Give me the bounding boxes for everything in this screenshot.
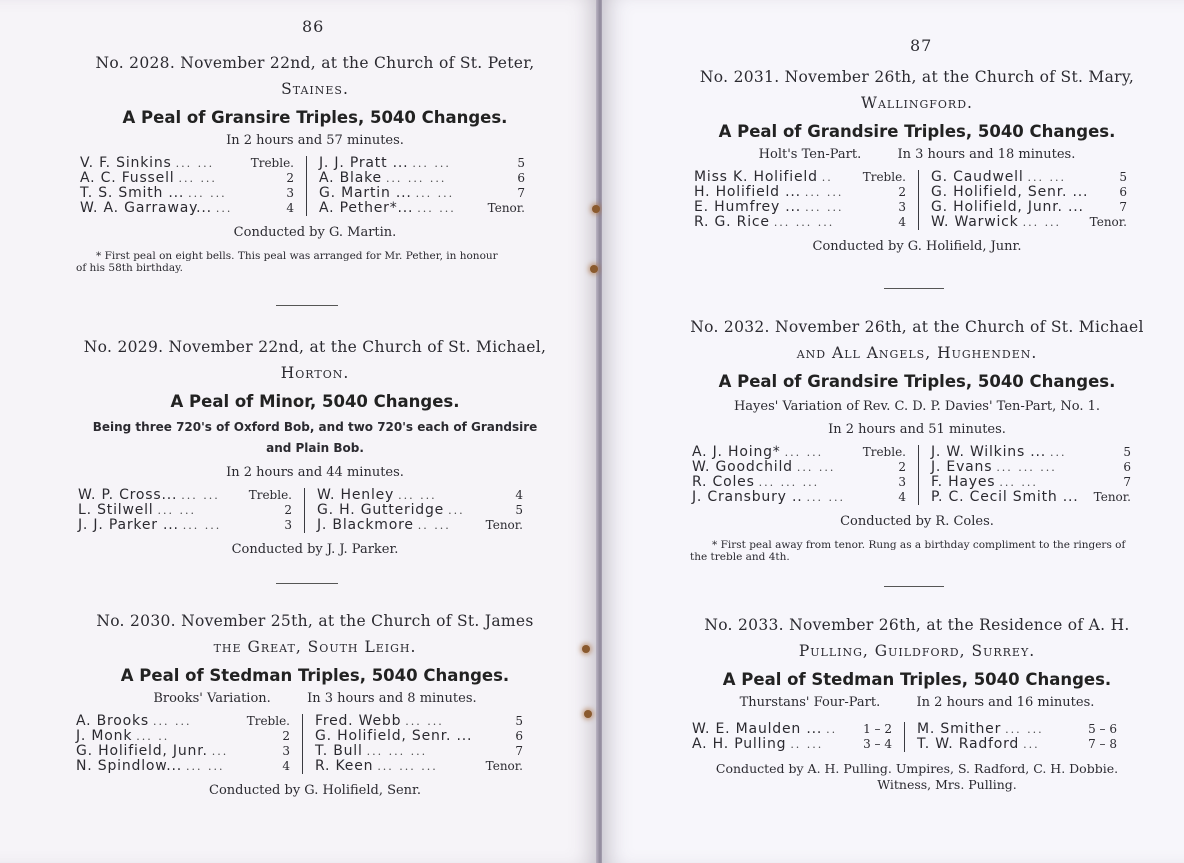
ringers-column-left bbox=[692, 445, 918, 505]
section-divider bbox=[276, 305, 338, 306]
peal-heading bbox=[672, 612, 1162, 664]
peal-duration: In 2 hours and 57 minutes. bbox=[226, 133, 404, 148]
peal-info bbox=[672, 147, 1162, 162]
footnote-line: the treble and 4th. bbox=[690, 551, 790, 563]
peal-title: A Peal of Minor, 5040 Changes. bbox=[170, 392, 460, 411]
leader-dots: ... ... bbox=[175, 157, 215, 170]
conductor-line: Conducted by G. Martin. bbox=[233, 225, 397, 240]
bell-number: Tenor. bbox=[1089, 215, 1127, 229]
bell-number: Tenor. bbox=[485, 518, 523, 532]
ringers-column-left bbox=[78, 488, 304, 533]
peal-heading bbox=[70, 608, 560, 660]
ringer-row bbox=[931, 170, 1127, 185]
peal-duration: In 2 hours and 44 minutes. bbox=[226, 465, 404, 480]
leader-dots: ... ... bbox=[805, 201, 844, 214]
heading-line: Wallingford. bbox=[861, 94, 973, 112]
leader-dots bbox=[1088, 185, 1097, 200]
bell-number: 6 bbox=[517, 171, 525, 185]
ringer-row bbox=[692, 475, 906, 490]
ringer-name: G. Martin ... bbox=[319, 185, 412, 201]
ringers-table bbox=[694, 170, 1162, 230]
peal-title: A Peal of Stedman Triples, 5040 Changes. bbox=[120, 666, 510, 685]
bell-number: 5 bbox=[515, 503, 523, 517]
ringer-row bbox=[319, 186, 525, 201]
heading-line: and All Angels, Hughenden. bbox=[796, 344, 1038, 362]
ringers-table bbox=[78, 488, 560, 533]
bell-number: Tenor. bbox=[485, 759, 523, 773]
section-divider bbox=[884, 586, 944, 587]
ringer-name: A. J. Hoing* bbox=[692, 444, 781, 460]
ringer-row bbox=[80, 156, 294, 171]
bell-number: Treble. bbox=[250, 156, 294, 170]
ringer-name: J. J. Parker ... bbox=[78, 517, 179, 533]
ringer-name: A. Blake bbox=[319, 170, 382, 186]
ringer-row bbox=[315, 759, 523, 774]
ringers-table bbox=[80, 156, 560, 216]
ringer-row bbox=[692, 460, 906, 475]
leader-dots: ... ... bbox=[188, 187, 227, 200]
ringer-name: A. Pether*... bbox=[319, 200, 414, 216]
ringer-row bbox=[931, 490, 1131, 505]
heading-line: No. 2029. November 22nd, at the Church of St. Michael, bbox=[83, 338, 547, 356]
bell-number: 5 bbox=[1123, 445, 1131, 459]
ringer-name: W. A. Garraway... bbox=[80, 200, 212, 216]
ringer-row bbox=[80, 186, 294, 201]
leader-dots: ... bbox=[215, 202, 233, 215]
heading-line: Horton. bbox=[280, 364, 350, 382]
ringers-column-left bbox=[76, 714, 302, 774]
footnote bbox=[690, 539, 1162, 563]
peal-variation: Thurstans' Four-Part. bbox=[739, 695, 881, 710]
leader-dots: ... ... bbox=[405, 715, 444, 728]
leader-dots: ... ... ... bbox=[758, 476, 820, 489]
ringer-row bbox=[692, 737, 892, 752]
bell-number: 7 bbox=[1119, 200, 1127, 214]
peal-info bbox=[70, 691, 560, 706]
binding-hole bbox=[584, 710, 592, 718]
leader-dots: ... .. bbox=[136, 730, 170, 743]
leader-dots: ... ... bbox=[415, 187, 455, 200]
leader-dots: ... ... ... bbox=[385, 172, 447, 185]
bell-number: 3 bbox=[898, 475, 906, 489]
ringer-name: W. Warwick bbox=[931, 214, 1019, 230]
peal-entry-2033 bbox=[672, 612, 1162, 793]
ringers-column-right bbox=[304, 488, 523, 533]
ringer-name: N. Spindlow... bbox=[76, 758, 182, 774]
ringer-name: J. W. Wilkins ... bbox=[931, 444, 1047, 460]
peal-entry-2028 bbox=[70, 50, 560, 274]
bell-number: 6 bbox=[1123, 460, 1131, 474]
peal-variation: Brooks' Variation. bbox=[153, 691, 271, 706]
ringer-name: W. Henley bbox=[317, 487, 395, 503]
ringer-name: Fred. Webb bbox=[315, 713, 402, 729]
peal-heading bbox=[672, 64, 1162, 116]
ringer-row bbox=[319, 201, 525, 216]
ringer-row bbox=[317, 503, 523, 518]
peal-entry-2029 bbox=[70, 334, 560, 557]
ringer-name: G. Holifield, Junr. bbox=[76, 743, 208, 759]
ringer-name: J. Blackmore bbox=[317, 517, 414, 533]
ringer-name: G. Holifield, Junr. ... bbox=[931, 199, 1084, 215]
ringers-column-left bbox=[692, 722, 904, 752]
bell-number: 4 bbox=[282, 759, 290, 773]
ringers-table bbox=[692, 722, 1162, 752]
leader-dots: ... ... ... bbox=[377, 760, 438, 773]
ringers-table bbox=[76, 714, 560, 774]
peal-duration: In 3 hours and 18 minutes. bbox=[897, 147, 1076, 162]
leader-dots: ... ... bbox=[182, 519, 222, 532]
ringer-name: W. E. Maulden ... bbox=[692, 721, 823, 737]
leader-dots: ... ... bbox=[181, 489, 220, 502]
ringer-name: A. Brooks bbox=[76, 713, 150, 729]
bell-number: 7 – 8 bbox=[1088, 737, 1117, 751]
bell-number: 5 – 6 bbox=[1088, 722, 1117, 736]
peal-title: A Peal of Grandsire Triples, 5040 Changes. bbox=[718, 372, 1116, 391]
bell-number: 6 bbox=[515, 729, 523, 743]
ringer-name: J. Evans bbox=[931, 459, 993, 475]
heading-line: No. 2033. November 26th, at the Residence of A. H. bbox=[704, 616, 1130, 634]
bell-number: 7 bbox=[515, 744, 523, 758]
composition-line: Being three 720's of Oxford Bob, and two 720's each of Grandsire bbox=[92, 420, 538, 434]
peal-heading bbox=[672, 314, 1162, 366]
heading-line: the Great, South Leigh. bbox=[213, 638, 417, 656]
ringer-name: G. H. Gutteridge bbox=[317, 502, 445, 518]
bell-number: 2 bbox=[284, 503, 292, 517]
ringer-row bbox=[694, 170, 906, 185]
bell-number: Treble. bbox=[246, 714, 290, 728]
bell-number: 4 bbox=[286, 201, 294, 215]
ringer-row bbox=[694, 200, 906, 215]
ringer-row bbox=[931, 200, 1127, 215]
ringer-name: J. J. Pratt ... bbox=[319, 155, 409, 171]
bell-number: 2 bbox=[282, 729, 290, 743]
ringer-row bbox=[694, 215, 906, 230]
ringer-name: Miss K. Holifield bbox=[694, 169, 818, 185]
leader-dots: ... bbox=[448, 504, 465, 517]
ringer-row bbox=[917, 722, 1117, 737]
ringer-name: F. Hayes bbox=[931, 474, 996, 490]
bell-number: 5 bbox=[515, 714, 523, 728]
bell-number: 3 bbox=[898, 200, 906, 214]
bell-number: 3 bbox=[286, 186, 294, 200]
bell-number: 5 bbox=[517, 156, 525, 170]
ringers-column-right bbox=[904, 722, 1117, 752]
ringer-row bbox=[317, 488, 523, 503]
peal-duration: In 2 hours and 51 minutes. bbox=[828, 422, 1006, 437]
bell-number: Tenor. bbox=[1093, 490, 1131, 504]
ringer-row bbox=[80, 171, 294, 186]
ringer-row bbox=[78, 503, 292, 518]
footnote bbox=[76, 250, 560, 274]
ringer-row bbox=[931, 445, 1131, 460]
bell-number: 3 bbox=[284, 518, 292, 532]
ringer-name: R. Keen bbox=[315, 758, 374, 774]
ringer-name: T. Bull bbox=[315, 743, 363, 759]
footnote-line: * First peal on eight bells. This peal was arranged for Mr. Pether, in honour bbox=[96, 250, 498, 262]
ringer-row bbox=[315, 744, 523, 759]
ringer-row bbox=[692, 490, 906, 505]
bell-number: 4 bbox=[515, 488, 523, 502]
binding-hole bbox=[592, 205, 600, 213]
peal-variation: Hayes' Variation of Rev. C. D. P. Davies' Ten-Part, No. 1. bbox=[733, 399, 1101, 414]
conductor-line: Conducted by G. Holifield, Senr. bbox=[209, 783, 421, 798]
ringer-name: W. Goodchild bbox=[692, 459, 793, 475]
leader-dots: ... ... bbox=[796, 461, 836, 474]
ringers-column-left bbox=[694, 170, 918, 230]
heading-line: Staines. bbox=[281, 80, 349, 98]
ringers-column-right bbox=[302, 714, 523, 774]
ringer-row bbox=[76, 714, 290, 729]
peal-title: A Peal of Grandsire Triples, 5040 Changes. bbox=[718, 122, 1116, 141]
conductor-line: Conducted by J. J. Parker. bbox=[231, 542, 399, 557]
bell-number: 7 bbox=[517, 186, 525, 200]
bell-number: Treble. bbox=[248, 488, 292, 502]
leader-dots: ... bbox=[1050, 446, 1067, 459]
leader-dots bbox=[472, 729, 493, 744]
bell-number: 3 – 4 bbox=[863, 737, 892, 751]
witness-line-text: Witness, Mrs. Pulling. bbox=[877, 777, 1017, 792]
ringer-row bbox=[694, 185, 906, 200]
leader-dots: ... ... bbox=[157, 504, 196, 517]
leader-dots: ... bbox=[1023, 738, 1040, 751]
ringer-row bbox=[78, 518, 292, 533]
peal-entry-2030 bbox=[70, 608, 560, 798]
leader-dots: .. bbox=[826, 723, 838, 736]
ringer-name: R. Coles bbox=[692, 474, 755, 490]
ringer-row bbox=[692, 722, 892, 737]
ringer-name: J. Monk bbox=[76, 728, 133, 744]
leader-dots: ... ... bbox=[153, 715, 192, 728]
ringer-row bbox=[931, 475, 1131, 490]
leader-dots: ... ... bbox=[999, 476, 1038, 489]
peal-entry-2031 bbox=[672, 64, 1162, 254]
bell-number: 2 bbox=[898, 460, 906, 474]
ringer-name: H. Holifield ... bbox=[694, 184, 801, 200]
peal-variation: Holt's Ten-Part. bbox=[758, 147, 862, 162]
ringer-name: G. Holifield, Senr. ... bbox=[931, 184, 1089, 200]
bell-number: 2 bbox=[286, 171, 294, 185]
ringer-name: J. Cransbury .. bbox=[692, 489, 803, 505]
leader-dots: ... ... ... bbox=[773, 216, 835, 229]
conductor-line-text: Conducted by A. H. Pulling. Umpires, S. Radford, C. H. Dobbie. bbox=[715, 761, 1119, 776]
leader-dots: ... ... bbox=[1005, 723, 1044, 736]
binding-hole bbox=[590, 265, 598, 273]
ringer-row bbox=[931, 460, 1131, 475]
ringer-name: V. F. Sinkins bbox=[80, 155, 172, 171]
ringers-column-left bbox=[80, 156, 306, 216]
leader-dots: ... ... bbox=[178, 172, 217, 185]
ringer-row bbox=[319, 156, 525, 171]
footnote-line: * First peal away from tenor. Rung as a birthday compliment to the ringers of bbox=[712, 539, 1126, 551]
peal-entry-2032 bbox=[672, 314, 1162, 563]
ringer-name: L. Stilwell bbox=[78, 502, 154, 518]
ringer-row bbox=[78, 488, 292, 503]
peal-title: A Peal of Stedman Triples, 5040 Changes. bbox=[722, 670, 1112, 689]
ringer-row bbox=[76, 744, 290, 759]
ringer-row bbox=[315, 729, 523, 744]
ringer-row bbox=[317, 518, 523, 533]
ringer-name: W. P. Cross... bbox=[78, 487, 178, 503]
ringer-row bbox=[319, 171, 525, 186]
page-number: 86 bbox=[302, 17, 325, 36]
right-page bbox=[602, 0, 1184, 863]
leader-dots: ... ... ... bbox=[366, 745, 428, 758]
ringer-name: P. C. Cecil Smith ... bbox=[931, 489, 1079, 505]
conductor-line: Conducted by R. Coles. bbox=[840, 514, 994, 529]
bell-number: 2 bbox=[898, 185, 906, 199]
ringers-column-right bbox=[918, 170, 1127, 230]
footnote-line: of his 58th birthday. bbox=[76, 262, 184, 274]
leader-dots: ... ... ... bbox=[996, 461, 1057, 474]
heading-line: Pulling, Guildford, Surrey. bbox=[798, 642, 1036, 660]
leader-dots: .. ... bbox=[790, 738, 824, 751]
ringer-row bbox=[931, 215, 1127, 230]
bell-number: Tenor. bbox=[487, 201, 525, 215]
ringer-row bbox=[917, 737, 1117, 752]
bell-number: 6 bbox=[1119, 185, 1127, 199]
ringer-name: G. Caudwell bbox=[931, 169, 1024, 185]
bell-number: 1 – 2 bbox=[863, 722, 892, 736]
leader-dots: ... ... bbox=[806, 491, 845, 504]
leader-dots: ... ... bbox=[398, 489, 437, 502]
ringer-row bbox=[692, 445, 906, 460]
bell-number: Treble. bbox=[862, 445, 906, 459]
ringer-name: E. Humfrey ... bbox=[694, 199, 802, 215]
heading-line: No. 2032. November 26th, at the Church of St. Michael bbox=[690, 318, 1144, 336]
leader-dots: ... ... bbox=[804, 186, 844, 199]
ringer-row bbox=[315, 714, 523, 729]
leader-dots: .. ... bbox=[417, 519, 451, 532]
ringer-name: A. C. Fussell bbox=[80, 170, 175, 186]
peal-composition bbox=[70, 417, 560, 459]
heading-line: No. 2031. November 26th, at the Church of St. Mary, bbox=[699, 68, 1135, 86]
leader-dots: ... ... bbox=[412, 157, 451, 170]
section-divider bbox=[276, 583, 338, 584]
peal-title: A Peal of Gransire Triples, 5040 Changes. bbox=[122, 108, 508, 127]
leader-dots bbox=[1079, 490, 1094, 505]
conductor-line: Conducted by G. Holifield, Junr. bbox=[812, 239, 1022, 254]
ringer-name: G. Holifield, Senr. ... bbox=[315, 728, 473, 744]
ringers-column-right bbox=[306, 156, 525, 216]
ringers-table bbox=[692, 445, 1162, 505]
peal-info bbox=[672, 695, 1162, 710]
ringer-name: R. G. Rice bbox=[694, 214, 770, 230]
bell-number: Treble. bbox=[862, 170, 906, 184]
page-number: 87 bbox=[910, 36, 933, 55]
bell-number: 4 bbox=[898, 490, 906, 504]
heading-line: No. 2028. November 22nd, at the Church of St. Peter, bbox=[95, 54, 535, 72]
section-divider bbox=[884, 288, 944, 289]
bell-number: 3 bbox=[282, 744, 290, 758]
leader-dots bbox=[1084, 200, 1097, 215]
ringer-name: T. W. Radford bbox=[917, 736, 1020, 752]
peal-duration: In 3 hours and 8 minutes. bbox=[307, 691, 477, 706]
leader-dots: ... ... bbox=[784, 446, 824, 459]
leader-dots: ... ... bbox=[1022, 216, 1062, 229]
leader-dots: ... ... bbox=[1027, 171, 1066, 184]
ringer-name: A. H. Pulling bbox=[692, 736, 787, 752]
ringers-column-right bbox=[918, 445, 1131, 505]
leader-dots: ... bbox=[211, 745, 229, 758]
composition-line: and Plain Bob. bbox=[266, 441, 364, 455]
ringer-name: T. S. Smith ... bbox=[80, 185, 185, 201]
leader-dots: .. bbox=[821, 171, 833, 184]
bell-number: 4 bbox=[898, 215, 906, 229]
ringer-name: M. Smither bbox=[917, 721, 1002, 737]
leader-dots: ... ... bbox=[417, 202, 456, 215]
conductor-line bbox=[672, 761, 1162, 793]
leader-dots: ... ... bbox=[185, 760, 225, 773]
ringer-row bbox=[80, 201, 294, 216]
bell-number: 5 bbox=[1119, 170, 1127, 184]
peal-duration: In 2 hours and 16 minutes. bbox=[916, 695, 1095, 710]
ringer-row bbox=[76, 729, 290, 744]
peal-heading bbox=[70, 50, 560, 102]
binding-hole bbox=[582, 645, 590, 653]
peal-heading bbox=[70, 334, 560, 386]
bell-number: 7 bbox=[1123, 475, 1131, 489]
ringer-row bbox=[76, 759, 290, 774]
ringer-row bbox=[931, 185, 1127, 200]
heading-line: No. 2030. November 25th, at the Church of St. James bbox=[96, 612, 534, 630]
